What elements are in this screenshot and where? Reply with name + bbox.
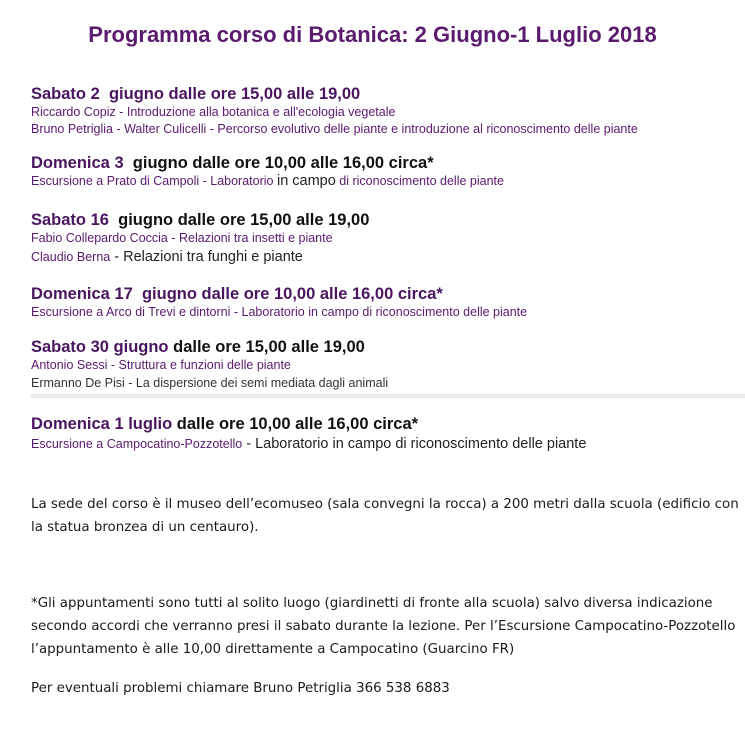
speaker: Claudio Berna xyxy=(31,250,111,264)
session-line xyxy=(31,357,743,374)
session-domenica-17 xyxy=(31,284,743,321)
speaker: Escursione a Prato di Campoli xyxy=(31,174,200,188)
session-time: dalle ore 15,00 alle 19,00 xyxy=(173,338,365,356)
session-line xyxy=(31,436,743,453)
session-line xyxy=(31,304,743,321)
separator: - xyxy=(124,376,136,390)
session-time: giugno dalle ore 15,00 alle 19,00 xyxy=(118,211,370,229)
topic: Relazioni tra funghi e piante xyxy=(123,249,303,265)
venue-paragraph: La sede del corso è il museo dell’ecomuseo (sala convegni la rocca) a 200 metri dalla scuola (edificio con la statua bronzea di un centauro). xyxy=(31,497,739,535)
session-heading xyxy=(31,210,743,230)
separator: - xyxy=(242,436,256,452)
session-heading xyxy=(31,84,743,104)
session-heading xyxy=(31,337,743,357)
topic: Percorso evolutivo delle piante e introduzione al riconoscimento delle piante xyxy=(217,122,638,136)
separator: - xyxy=(107,358,119,372)
session-time: giugno dalle ore 10,00 alle 16,00 circa* xyxy=(141,285,443,303)
speaker: Fabio Collepardo Coccia xyxy=(31,231,168,245)
session-heading xyxy=(31,153,743,173)
topic: Laboratorio in campo di riconoscimento delle piante xyxy=(241,305,528,319)
topic: Laboratorio xyxy=(210,174,277,188)
speaker: Escursione a Arco di Trevi e dintorni xyxy=(31,305,231,319)
session-domenica-3 xyxy=(31,153,743,190)
separator: - xyxy=(230,305,242,319)
session-day: Domenica 3 xyxy=(31,154,124,172)
session-line xyxy=(31,375,743,392)
separator: - xyxy=(167,231,179,245)
topic: Struttura e funzioni delle piante xyxy=(118,358,291,372)
session-day: Sabato 30 giugno xyxy=(31,338,169,356)
session-time: giugno dalle ore 10,00 alle 16,00 circa* xyxy=(132,154,434,172)
speaker: Bruno Petriglia - Walter Culicelli xyxy=(31,122,207,136)
session-line xyxy=(31,121,743,138)
separator: - xyxy=(110,249,124,265)
separator: - xyxy=(115,105,127,119)
appointment-note: *Gli appuntamenti sono tutti al solito luogo (giardinetti di fronte alla scuola) salvo diversa indicazione secondo accordi che verranno presi il sabato durante la lezione. Per l’Escursione Campocatino-Pozzotello l’appuntamento è alle 10,00 direttamente a Campocatino (Guarcino FR) xyxy=(31,596,736,657)
session-time: dalle ore 10,00 alle 16,00 circa* xyxy=(176,415,419,433)
topic-emphasis: in campo xyxy=(276,173,336,189)
session-time: giugno dalle ore 15,00 alle 19,00 xyxy=(108,85,361,103)
session-line xyxy=(31,230,743,247)
session-sabato-2 xyxy=(31,84,743,138)
session-heading xyxy=(31,414,743,434)
speaker: Riccardo Copiz xyxy=(31,105,116,119)
session-day: Sabato 2 xyxy=(31,85,100,103)
contact-line: Per eventuali problemi chiamare Bruno Petriglia 366 538 6883 xyxy=(31,681,450,696)
session-day: Domenica 1 luglio xyxy=(31,415,173,433)
topic: Introduzione alla botanica e all'ecologia vegetale xyxy=(126,105,396,119)
session-line xyxy=(31,104,743,121)
session-day: Sabato 16 xyxy=(31,211,109,229)
session-heading xyxy=(31,284,743,304)
topic: Relazioni tra insetti e piante xyxy=(179,231,333,245)
session-day: Domenica 17 xyxy=(31,285,133,303)
separator: - xyxy=(199,174,211,188)
session-sabato-16 xyxy=(31,210,743,266)
speaker: Ermanno De Pisi xyxy=(31,376,125,390)
document-title: Programma corso di Botanica: 2 Giugno-1 Luglio 2018 xyxy=(88,22,657,47)
topic: Laboratorio in campo di riconoscimento delle piante xyxy=(255,436,587,452)
session-domenica-1-luglio xyxy=(31,414,743,453)
topic: La dispersione dei semi mediata dagli animali xyxy=(135,376,389,390)
speaker: Antonio Sessi xyxy=(31,358,108,372)
session-line xyxy=(31,249,743,266)
topic: di riconoscimento delle piante xyxy=(335,174,504,188)
session-line xyxy=(31,173,743,190)
separator: - xyxy=(206,122,218,136)
speaker: Escursione a Campocatino-Pozzotello xyxy=(31,437,243,451)
section-divider xyxy=(31,394,745,398)
session-sabato-30 xyxy=(31,337,743,392)
